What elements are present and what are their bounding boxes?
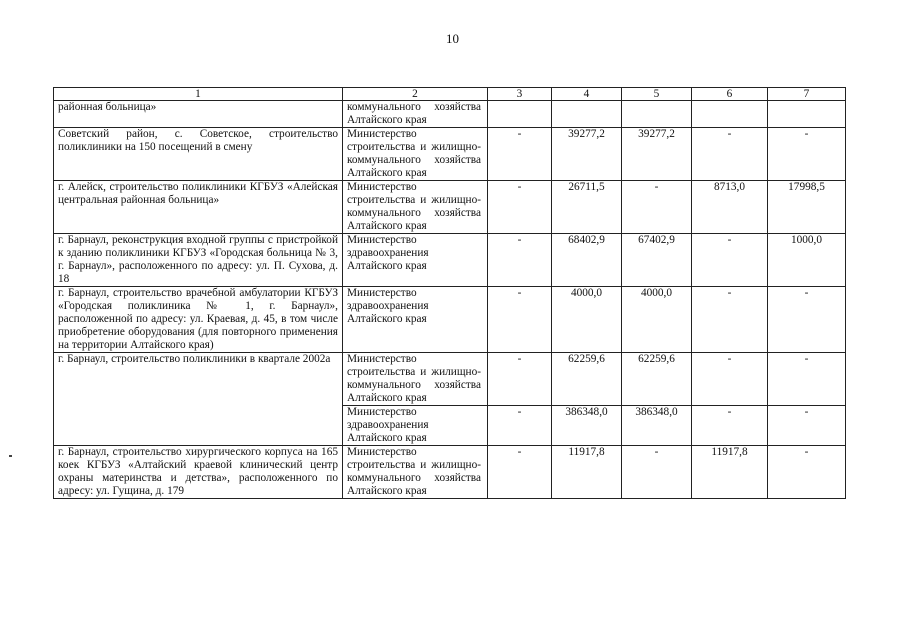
cell-col-6: - xyxy=(692,287,768,353)
cell-col-5: - xyxy=(622,181,692,234)
cell-col-4: 39277,2 xyxy=(552,128,622,181)
cell-col-4 xyxy=(552,101,622,128)
cell-col-3: - xyxy=(488,406,552,446)
cell-col-5: 62259,6 xyxy=(622,353,692,406)
header-col-1: 1 xyxy=(54,88,343,101)
header-row xyxy=(54,88,846,101)
cell-col-7 xyxy=(768,101,846,128)
cell-col-5: 39277,2 xyxy=(622,128,692,181)
cell-col-7: - xyxy=(768,446,846,499)
cell-col-6: - xyxy=(692,406,768,446)
responsible-org-cell: коммунального хозяйства Алтайского края xyxy=(343,101,488,128)
table-row xyxy=(54,446,846,499)
scan-artifact-mark xyxy=(9,455,12,457)
cell-col-7: - xyxy=(768,353,846,406)
object-name-cell: г. Барнаул, реконструкция входной группы с пристройкой к зданию поликлиники КГБУЗ «Городская больница № 3, г. Барнаул», расположенного по адресу: ул. П. Сухова, д. 18 xyxy=(54,234,343,287)
table-body xyxy=(54,101,846,499)
table-row xyxy=(54,181,846,234)
responsible-org-cell: Министерство здравоохранения Алтайского края xyxy=(343,234,488,287)
header-col-7: 7 xyxy=(768,88,846,101)
responsible-org-cell: Министерство строительства и жилищно-коммунального хозяйства Алтайского края xyxy=(343,353,488,406)
object-name-cell: г. Барнаул, строительство поликлиники в квартале 2002а xyxy=(54,353,343,446)
cell-col-5 xyxy=(622,101,692,128)
cell-col-7: - xyxy=(768,406,846,446)
cell-col-7: - xyxy=(768,128,846,181)
cell-col-3: - xyxy=(488,128,552,181)
cell-col-7: 1000,0 xyxy=(768,234,846,287)
cell-col-3: - xyxy=(488,234,552,287)
cell-col-4: 386348,0 xyxy=(552,406,622,446)
cell-col-6: 8713,0 xyxy=(692,181,768,234)
object-name-cell: Советский район, с. Советское, строительство поликлиники на 150 посещений в смену xyxy=(54,128,343,181)
responsible-org-cell: Министерство строительства и жилищно-коммунального хозяйства Алтайского края xyxy=(343,181,488,234)
table-row xyxy=(54,128,846,181)
cell-col-5: 386348,0 xyxy=(622,406,692,446)
cell-col-3 xyxy=(488,101,552,128)
header-col-5: 5 xyxy=(622,88,692,101)
object-name-cell: г. Алейск, строительство поликлиники КГБУЗ «Алейская центральная районная больница» xyxy=(54,181,343,234)
table-row xyxy=(54,101,846,128)
header-col-4: 4 xyxy=(552,88,622,101)
cell-col-6: 11917,8 xyxy=(692,446,768,499)
cell-col-5: - xyxy=(622,446,692,499)
cell-col-6 xyxy=(692,101,768,128)
cell-col-4: 26711,5 xyxy=(552,181,622,234)
page-number: 10 xyxy=(446,31,459,46)
cell-col-5: 67402,9 xyxy=(622,234,692,287)
responsible-org-cell: Министерство строительства и жилищно-коммунального хозяйства Алтайского края xyxy=(343,446,488,499)
header-col-3: 3 xyxy=(488,88,552,101)
cell-col-6: - xyxy=(692,128,768,181)
responsible-org-cell: Министерство строительства и жилищно-коммунального хозяйства Алтайского края xyxy=(343,128,488,181)
table-row xyxy=(54,353,846,406)
object-name-cell: г. Барнаул, строительство врачебной амбулатории КГБУЗ «Городская поликлиника № 1, г. Барнаул», расположенной по адресу: ул. Краевая, д. 45, в том числе приобретение оборудования (для повторного применения на территории Алтайского края) xyxy=(54,287,343,353)
table-row xyxy=(54,234,846,287)
header-col-6: 6 xyxy=(692,88,768,101)
object-name-cell: г. Барнаул, строительство хирургического корпуса на 165 коек КГБУЗ «Алтайский краевой клинический центр охраны материнства и детства», расположенного по адресу: ул. Гущина, д. 179 xyxy=(54,446,343,499)
cell-col-4: 4000,0 xyxy=(552,287,622,353)
cell-col-6: - xyxy=(692,234,768,287)
cell-col-7: - xyxy=(768,287,846,353)
cell-col-6: - xyxy=(692,353,768,406)
responsible-org-cell: Министерство здравоохранения Алтайского края xyxy=(343,287,488,353)
object-name-cell: районная больница» xyxy=(54,101,343,128)
cell-col-4: 11917,8 xyxy=(552,446,622,499)
financing-table xyxy=(53,87,846,499)
table-row xyxy=(54,287,846,353)
cell-col-3: - xyxy=(488,446,552,499)
cell-col-5: 4000,0 xyxy=(622,287,692,353)
header-col-2: 2 xyxy=(343,88,488,101)
cell-col-7: 17998,5 xyxy=(768,181,846,234)
cell-col-3: - xyxy=(488,353,552,406)
cell-col-3: - xyxy=(488,181,552,234)
cell-col-4: 62259,6 xyxy=(552,353,622,406)
cell-col-4: 68402,9 xyxy=(552,234,622,287)
responsible-org-cell: Министерство здравоохранения Алтайского края xyxy=(343,406,488,446)
cell-col-3: - xyxy=(488,287,552,353)
